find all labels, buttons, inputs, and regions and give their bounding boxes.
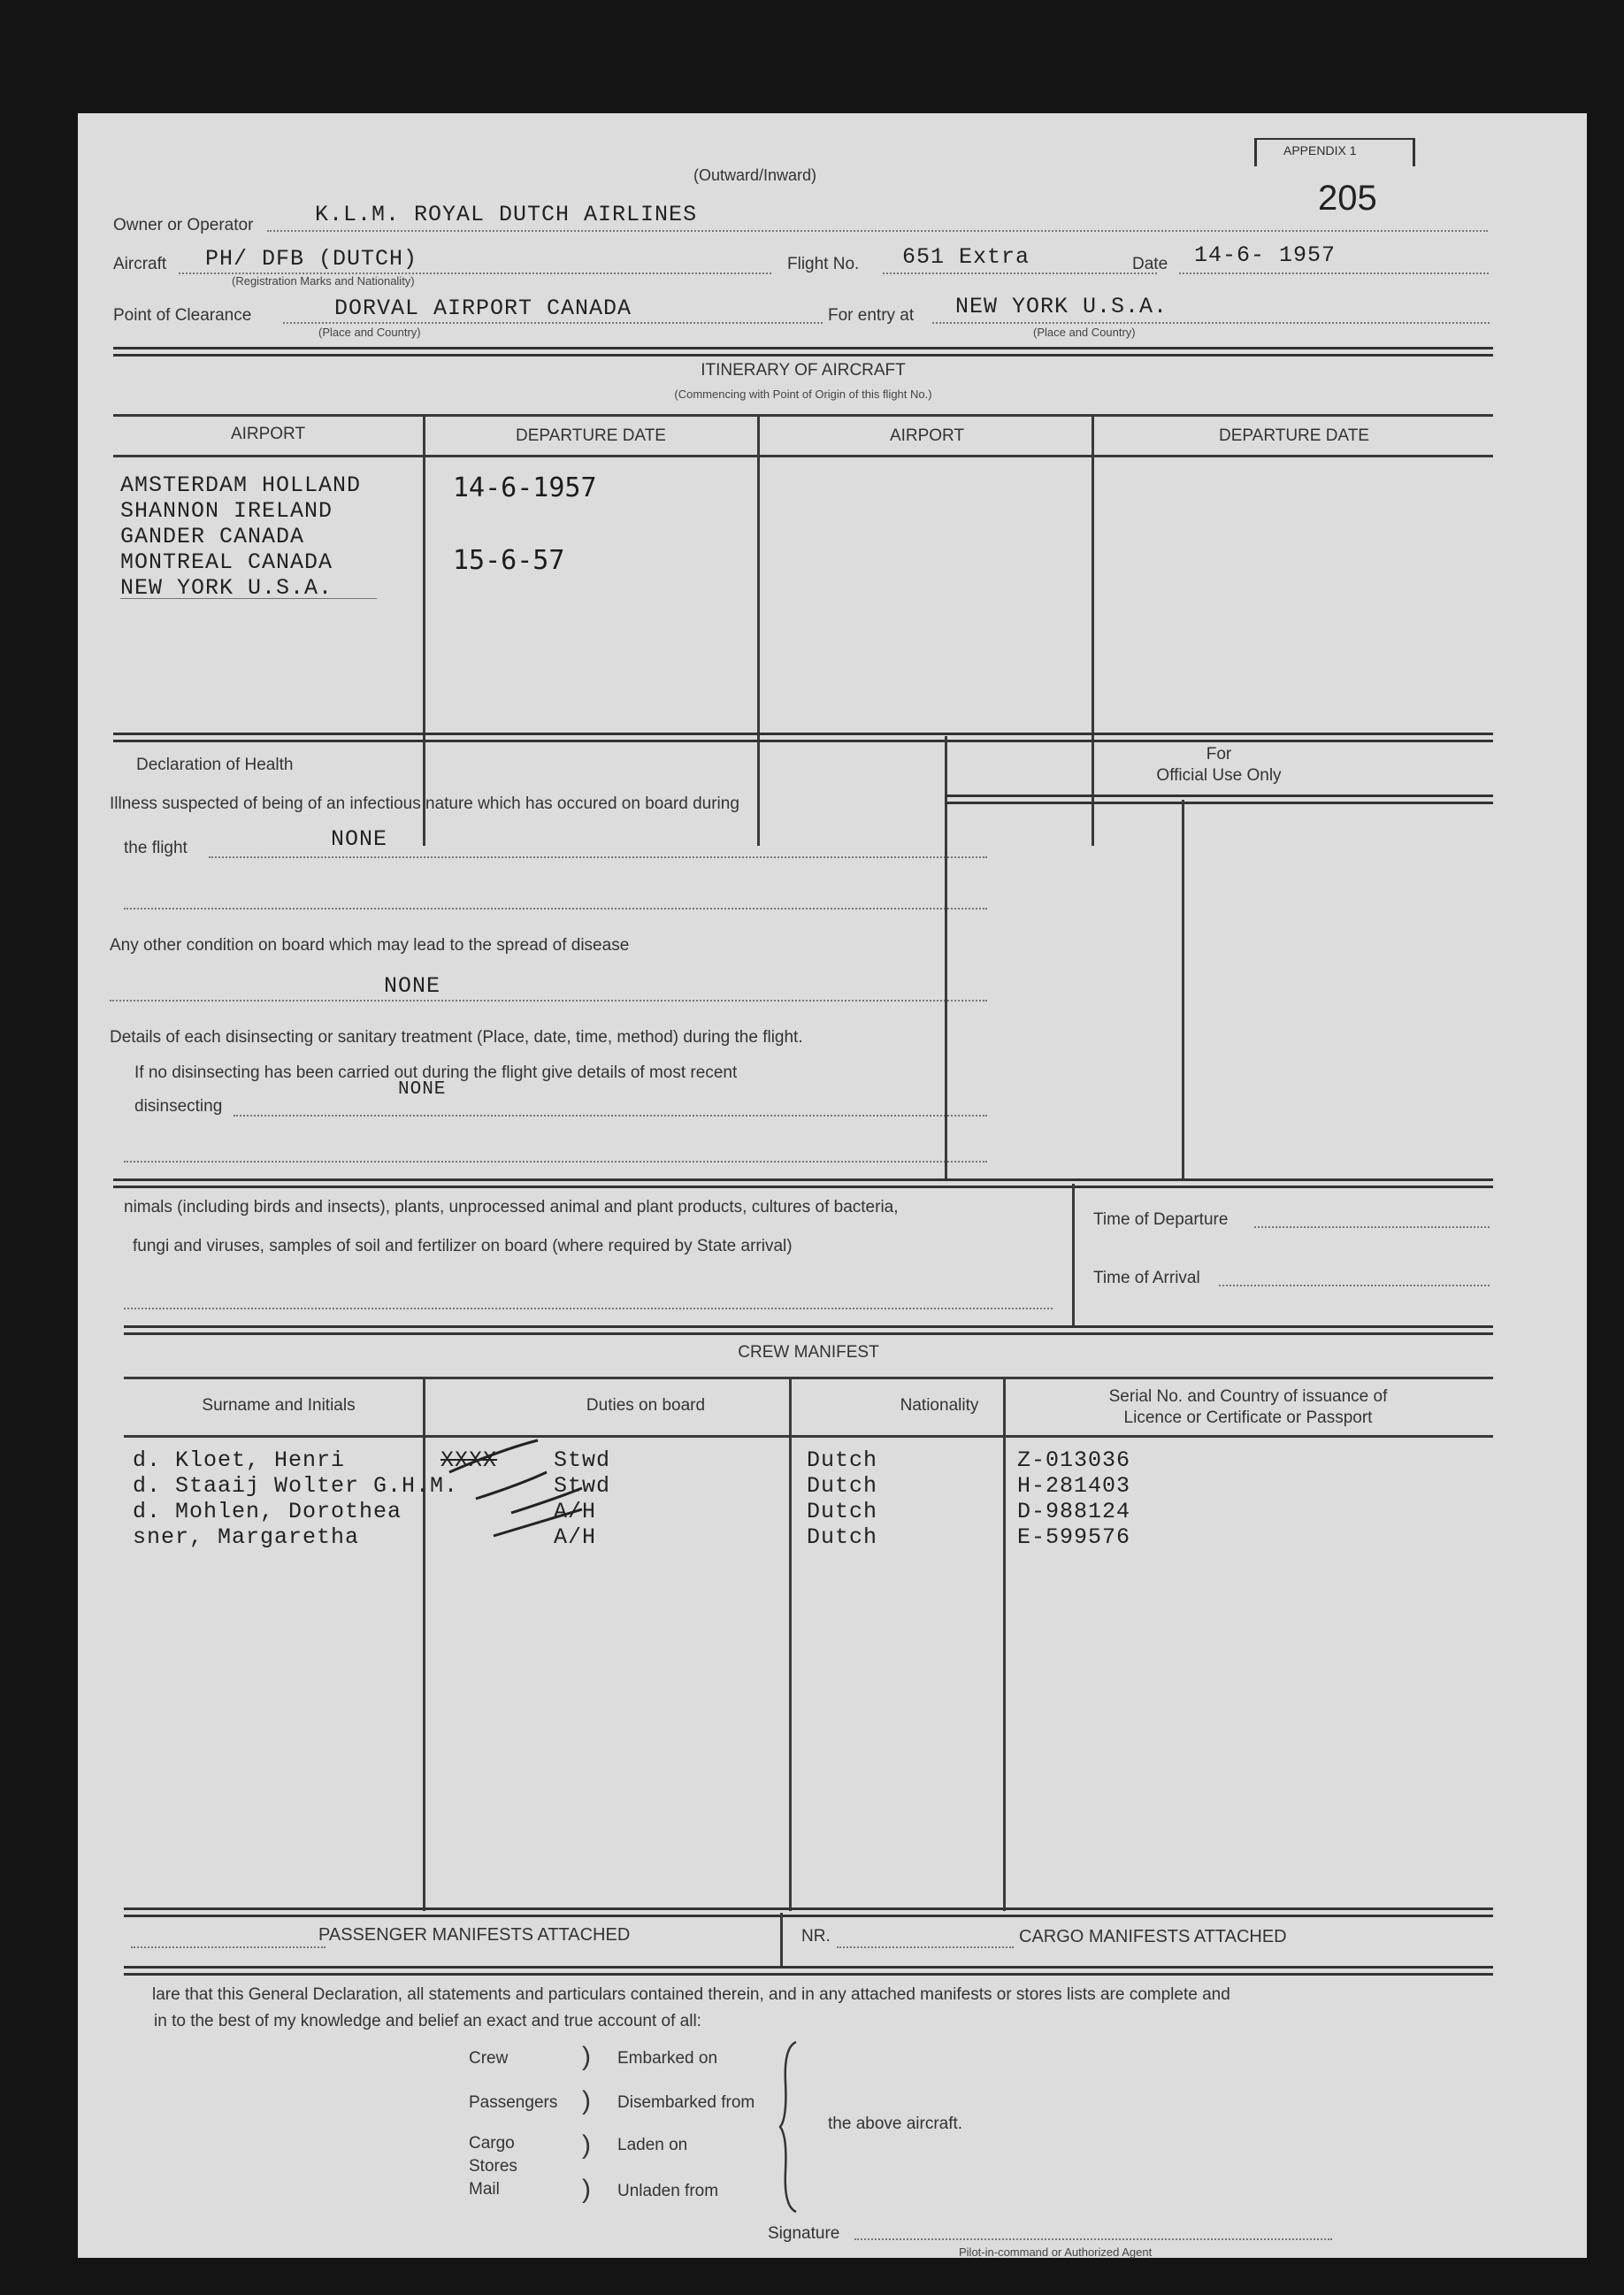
- clearance-line: [283, 322, 823, 324]
- official-for: For: [1206, 745, 1232, 764]
- decl-laden: Laden on: [617, 2136, 688, 2154]
- crew-col-serial-1: Serial No. and Country of issuance of: [1108, 1387, 1388, 1406]
- time-arrival-line: [1219, 1285, 1490, 1286]
- nr-line: [837, 1946, 1014, 1948]
- clearance-caption: (Place and Country): [318, 326, 421, 339]
- health-q3: Details of each disinsecting or sanitary treatment (Place, date, time, method) during the flight.: [110, 1028, 803, 1047]
- curly-brace: [778, 2038, 805, 2215]
- col-airport-1: AIRPORT: [230, 425, 306, 443]
- time-departure-line: [1254, 1226, 1490, 1228]
- date-line: [1179, 272, 1489, 274]
- aircraft-label: Aircraft: [113, 255, 167, 273]
- decl-cargo: Cargo: [469, 2134, 515, 2153]
- official-col-sep-inner: [1182, 800, 1184, 1178]
- health-q3-line-2: [124, 1161, 987, 1163]
- crew-duty: Stwd: [554, 1447, 611, 1473]
- itinerary-rule-header: [113, 455, 1493, 457]
- flight-value: 651 Extra: [902, 244, 1030, 270]
- health-title: Declaration of Health: [136, 756, 294, 774]
- crew-serials: [1017, 1447, 1130, 1550]
- owner-label: Owner or Operator: [113, 216, 254, 234]
- divider-health: [113, 733, 1493, 742]
- decl-embarked: Embarked on: [617, 2049, 718, 2068]
- itinerary-airport: GANDER CANADA: [120, 524, 305, 549]
- crew-duty: Stwd: [554, 1473, 611, 1499]
- entry-caption: (Place and Country): [1033, 326, 1136, 339]
- passenger-manifests: PASSENGER MANIFESTS ATTACHED: [318, 1925, 631, 1945]
- health-q2-answer: NONE: [384, 973, 441, 999]
- health-q1-line: [209, 856, 987, 858]
- signature-caption: Pilot-in-command or Authorized Agent: [959, 2245, 1153, 2259]
- crew-col-sep-3: [1003, 1377, 1006, 1911]
- signature-label: Signature: [768, 2224, 840, 2243]
- cargo-manifests: CARGO MANIFESTS ATTACHED: [1019, 1927, 1287, 1946]
- itinerary-col-sep-2: [757, 414, 760, 846]
- clearance-label: Point of Clearance: [113, 306, 252, 325]
- appendix-box: [1254, 138, 1415, 166]
- outward-inward-label: (Outward/Inward): [693, 166, 817, 184]
- crew-col-name: Surname and Initials: [202, 1396, 356, 1415]
- health-q2: Any other condition on board which may lead to the spread of disease: [110, 936, 630, 955]
- flight-label: Flight No.: [787, 255, 860, 273]
- health-q1-line-2: [124, 908, 987, 910]
- crew-serial: D-988124: [1017, 1499, 1131, 1524]
- divider-manifests: [124, 1907, 1493, 1917]
- itinerary-date-1: 14-6-1957: [453, 472, 597, 503]
- health-q1: Illness suspected of being of an infectious nature which has occured on board during: [110, 794, 739, 813]
- col-departure-2: DEPARTURE DATE: [1219, 426, 1369, 445]
- animals-line: [124, 1308, 1053, 1309]
- crew-nationalities: [807, 1447, 877, 1550]
- bracket-4: ): [582, 2175, 591, 2204]
- date-value: 14-6- 1957: [1194, 242, 1337, 268]
- decl-above-aircraft: the above aircraft.: [828, 2115, 963, 2133]
- crew-serial: E-599576: [1017, 1524, 1131, 1550]
- divider-top: [113, 347, 1493, 357]
- crew-duty: A/H: [554, 1499, 597, 1524]
- passenger-manifest-line: [131, 1946, 326, 1948]
- health-q3-sub: If no disinsecting has been carried out during the flight give details of most recent: [134, 1063, 738, 1082]
- manifests-col-sep: [780, 1913, 783, 1968]
- time-departure-label: Time of Departure: [1093, 1210, 1229, 1229]
- itinerary-title: ITINERARY OF AIRCRAFT: [701, 361, 906, 380]
- times-col-sep: [1072, 1184, 1075, 1327]
- crew-nationality: Dutch: [807, 1473, 878, 1499]
- decl-disembarked: Disembarked from: [617, 2093, 755, 2112]
- decl-stores: Stores: [469, 2157, 517, 2176]
- decl-mail: Mail: [469, 2180, 500, 2199]
- crew-nationality: Dutch: [807, 1499, 878, 1524]
- itinerary-col-sep-1: [423, 414, 425, 846]
- signature-line[interactable]: [854, 2238, 1332, 2240]
- itinerary-date-2: 15-6-57: [453, 545, 565, 576]
- itinerary-airport: AMSTERDAM HOLLAND: [120, 472, 362, 498]
- form-page: [78, 113, 1587, 2258]
- appendix-label: APPENDIX 1: [1283, 143, 1357, 157]
- animals-line1: nimals (including birds and insects), plants, unprocessed animal and plant products, cultures of bacteria,: [124, 1198, 899, 1217]
- itinerary-airport: SHANNON IRELAND: [120, 498, 333, 524]
- health-q1-tail: the flight: [124, 839, 188, 857]
- bracket-1: ): [582, 2042, 591, 2071]
- animals-line2: fungi and viruses, samples of soil and fertilizer on board (where required by State arrival): [133, 1237, 793, 1255]
- crew-serial: H-281403: [1017, 1473, 1131, 1499]
- owner-value: K.L.M. ROYAL DUTCH AIRLINES: [315, 202, 698, 227]
- crew-title: CREW MANIFEST: [738, 1343, 879, 1362]
- health-q3-disinsecting: disinsecting: [134, 1097, 223, 1116]
- itinerary-subtitle: (Commencing with Point of Origin of this flight No.): [674, 388, 932, 401]
- divider-crew: [124, 1325, 1493, 1335]
- divider-animals: [113, 1178, 1493, 1188]
- itinerary-airport: NEW YORK U.S.A.: [120, 575, 333, 601]
- col-departure-1: DEPARTURE DATE: [516, 426, 666, 445]
- crew-col-serial-2: Licence or Certificate or Passport: [1123, 1408, 1373, 1427]
- health-q2-line: [110, 1000, 987, 1002]
- checkmark-strokes: [343, 1414, 644, 1547]
- itinerary-airport-underline: [120, 598, 377, 599]
- crew-name: d. Mohlen, Dorothea: [133, 1499, 402, 1524]
- time-arrival-label: Time of Arrival: [1093, 1269, 1200, 1287]
- entry-line: [932, 322, 1490, 324]
- health-q3-line: [234, 1115, 987, 1117]
- crew-col-sep-2: [789, 1377, 792, 1911]
- date-label: Date: [1132, 255, 1168, 273]
- crew-col-duties: Duties on board: [586, 1396, 706, 1415]
- declaration-line2: in to the best of my knowledge and belief an exact and true account of all:: [154, 2012, 701, 2030]
- crew-nationality: Dutch: [807, 1524, 878, 1550]
- owner-line: [267, 230, 1488, 232]
- itinerary-airport-list: [120, 472, 361, 601]
- page-number: 205: [1318, 179, 1377, 218]
- crew-serial: Z-013036: [1017, 1447, 1131, 1473]
- decl-passengers: Passengers: [469, 2093, 558, 2112]
- crew-name: d. Kloet, Henri: [133, 1447, 346, 1473]
- crew-rule-header: [124, 1435, 1493, 1438]
- divider-declaration: [124, 1966, 1493, 1976]
- declaration-line1: lare that this General Declaration, all statements and particulars contained therein, and in any attached manifests or stores lists are complete and: [152, 1985, 1230, 2004]
- crew-rule-top: [124, 1377, 1493, 1379]
- decl-crew: Crew: [469, 2049, 509, 2068]
- itinerary-airport: MONTREAL CANADA: [120, 549, 333, 575]
- crew-col-nationality: Nationality: [900, 1396, 979, 1415]
- manifests-nr: NR.: [801, 1927, 831, 1946]
- entry-value: NEW YORK U.S.A.: [955, 294, 1168, 319]
- crew-duty: A/H: [554, 1524, 597, 1550]
- aircraft-caption: (Registration Marks and Nationality): [232, 274, 415, 288]
- aircraft-value: PH/ DFB (DUTCH): [205, 246, 418, 272]
- crew-name: d. Staaij Wolter G.H.M.: [133, 1473, 459, 1499]
- clearance-value: DORVAL AIRPORT CANADA: [334, 296, 632, 321]
- official-use-only: Official Use Only: [1156, 766, 1282, 785]
- health-q1-answer: NONE: [331, 826, 388, 852]
- itinerary-rule-top: [113, 414, 1493, 417]
- entry-label: For entry at: [828, 306, 915, 325]
- col-airport-2: AIRPORT: [889, 426, 965, 445]
- bracket-3: ): [582, 2130, 591, 2160]
- crew-name: sner, Margaretha: [133, 1524, 360, 1550]
- health-q3-answer: NONE: [398, 1079, 447, 1100]
- crew-nationality: Dutch: [807, 1447, 878, 1473]
- crew-duty-struck: XXXX: [440, 1447, 498, 1473]
- flight-line: [883, 272, 1157, 274]
- official-header-rule: [945, 794, 1493, 804]
- bracket-2: ): [582, 2086, 591, 2115]
- decl-unladen: Unladen from: [617, 2182, 719, 2200]
